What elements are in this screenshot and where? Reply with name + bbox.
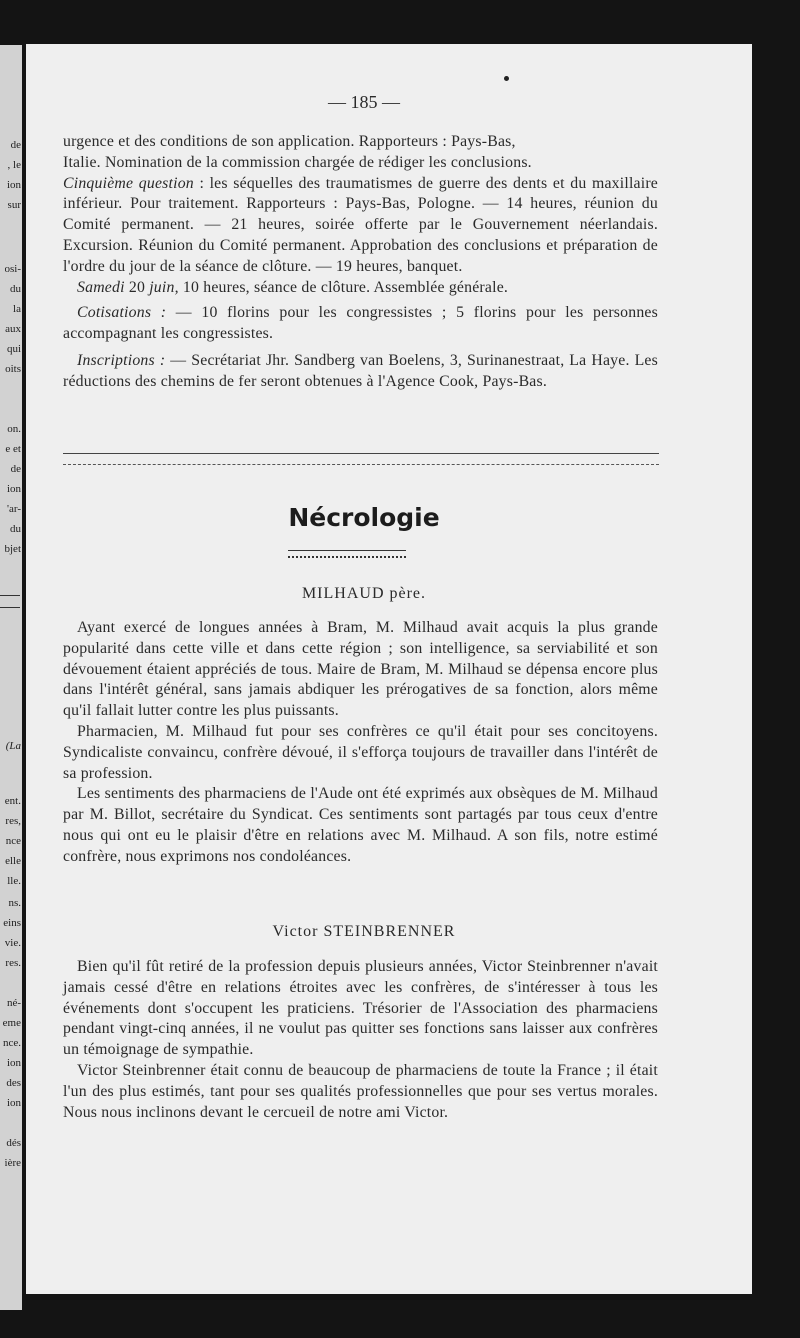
margin-fragment: des — [6, 1077, 21, 1089]
margin-fragment: eme — [2, 1017, 21, 1029]
margin-fragment: de — [10, 139, 21, 151]
document-page — [26, 44, 752, 1294]
margin-fragment: res, — [5, 815, 21, 827]
italic-label: Cinquième question — [63, 174, 194, 192]
margin-fragment: nce. — [2, 1037, 21, 1049]
paragraph — [63, 174, 658, 278]
margin-fragment: bjet — [4, 543, 21, 555]
margin-fragment: osi- — [4, 263, 21, 275]
congress-schedule-block — [63, 132, 658, 393]
margin-fragment: , le — [7, 159, 21, 171]
italic-label: juin, — [149, 278, 179, 296]
paragraph: Victor Steinbrenner était connu de beaucoup de pharmaciens de toute la France ; il était l'un des plus estimés, tant pour ses qualités professionnelles que pour ses vertus morales. Nous nous inclinons devant le cercueil de notre ami Victor. — [63, 1061, 658, 1121]
italic-label: Cotisations : — [77, 304, 167, 322]
italic-label: Inscriptions : — [77, 351, 166, 369]
margin-fragment: eins — [3, 917, 21, 929]
margin-fragment: du — [10, 523, 21, 535]
paragraph-text: — Secrétariat Jhr. Sandberg van Boelens, 3, Surinanestraat, La Haye. Les réductions des chemins de fer seront obtenues à l'Agence Cook, Pays-Bas. — [63, 351, 658, 390]
margin-fragment: du — [10, 283, 21, 295]
paragraph — [63, 303, 658, 345]
margin-fragment: ion — [6, 1057, 21, 1069]
margin-divider — [0, 607, 20, 608]
margin-fragment: ière — [4, 1157, 21, 1169]
margin-fragment: dés — [6, 1137, 21, 1149]
margin-fragment: on. — [7, 423, 21, 435]
paragraph — [63, 278, 658, 299]
paragraph: Bien qu'il fût retiré de la profession depuis plusieurs années, Victor Steinbrenner n'avait jamais cessé d'être en relations étroites avec les confrères, de s'intéresser à tous les événements dont s'occupent les praticiens. Trésorier de l'Association des pharmaciens pendant vingt-cinq années, il ne voulut pas quitter ses fonctions sans laisser aux confrères un témoignage de sympathie. — [63, 958, 658, 1059]
margin-divider — [0, 595, 20, 596]
paragraph-text: : les séquelles des traumatismes de guerre des dents et du maxillaire inférieur. Pour traitement. Rapporteurs : Pays-Bas, Pologne. — 14 heures, réunion du Comité permanent. — 21 heures, soirée offerte par le Gouvernement néerlandais. Excursion. Réunion du Comité permanent. Approbation des conclusions et préparation de l'ordre du jour de la séance de clôture. — 19 heures, banquet. — [63, 174, 658, 275]
paragraph: Les sentiments des pharmaciens de l'Aude ont été exprimés aux obsèques de M. Milhaud par M. Billot, secrétaire du Syndicat. Ces sentiments sont partagés par tous ceux d'entre nous qui ont eu le plaisir d'être en relations avec M. Milhaud. A son fils, notre estimé confrère, nous exprimons nos condoléances. — [63, 785, 658, 865]
section-rule-dashed — [63, 464, 659, 465]
title-ornament — [288, 556, 406, 558]
obituary-heading: Victor STEINBRENNER — [272, 923, 456, 940]
margin-fragment: aux — [5, 323, 21, 335]
obituary-heading: MILHAUD père. — [301, 585, 427, 602]
margin-fragment: (La — [5, 740, 21, 752]
page-number: — 185 — — [328, 92, 400, 112]
margin-fragment: oits — [5, 363, 21, 375]
margin-fragment: elle — [5, 855, 21, 867]
margin-fragment: qui — [6, 343, 21, 355]
obituary-milhaud — [63, 618, 658, 868]
margin-fragment: ns. — [8, 897, 21, 909]
margin-fragment: né- — [6, 997, 21, 1009]
margin-fragment: vie. — [4, 937, 21, 949]
title-ornament — [288, 550, 406, 551]
margin-fragment: la — [13, 303, 21, 315]
paragraph: Pharmacien, M. Milhaud fut pour ses confrères ce qu'il était pour ses concitoyens. Syndicaliste convaincu, confrère dévoué, il s'efforça toujours de travailler dans l'intérêt de sa profession. — [63, 722, 658, 782]
margin-fragment: 'ar- — [7, 503, 21, 515]
paragraph-text: 10 heures, séance de clôture. Assemblée générale. — [178, 278, 509, 296]
margin-fragment: ion — [6, 179, 21, 191]
paragraph-text: — 10 florins pour les congressistes ; 5 florins pour les personnes accompagnant les congressistes. — [63, 304, 658, 343]
paragraph — [63, 351, 658, 393]
margin-fragment: ion — [6, 483, 21, 495]
adjacent-page-strip — [0, 45, 22, 1310]
margin-fragment: lle. — [7, 875, 21, 887]
text-line: Italie. Nomination de la commission chargée de rédiger les conclusions. — [63, 153, 532, 171]
margin-fragment: nce — [5, 835, 21, 847]
margin-fragment: e et — [5, 443, 21, 455]
paragraph: Ayant exercé de longues années à Bram, M. Milhaud avait acquis la plus grande popularité dans cette ville et dans cette région ; son intelligence, sa serviabilité et son dévouement étaient appréciés de tous. Maire de Bram, M. Milhaud se dépensa encore plus dans l'intérêt général, sans jamais abdiquer les prérogatives de sa fonction, alors même qu'il fallait lutter contre les plus puissants. — [63, 619, 658, 720]
margin-fragment: res. — [5, 957, 21, 969]
print-speck — [504, 76, 509, 81]
italic-label: Samedi — [77, 278, 125, 296]
margin-fragment: ent. — [4, 795, 21, 807]
section-rule — [63, 453, 659, 454]
margin-fragment: de — [10, 463, 21, 475]
text-line: urgence et des conditions de son application. Rapporteurs : Pays-Bas, — [63, 133, 516, 150]
margin-fragment: sur — [7, 199, 21, 211]
margin-fragment: ion — [6, 1097, 21, 1109]
section-title: Nécrologie — [288, 503, 440, 532]
obituary-steinbrenner — [63, 957, 658, 1123]
paragraph-text: 20 — [124, 278, 150, 296]
